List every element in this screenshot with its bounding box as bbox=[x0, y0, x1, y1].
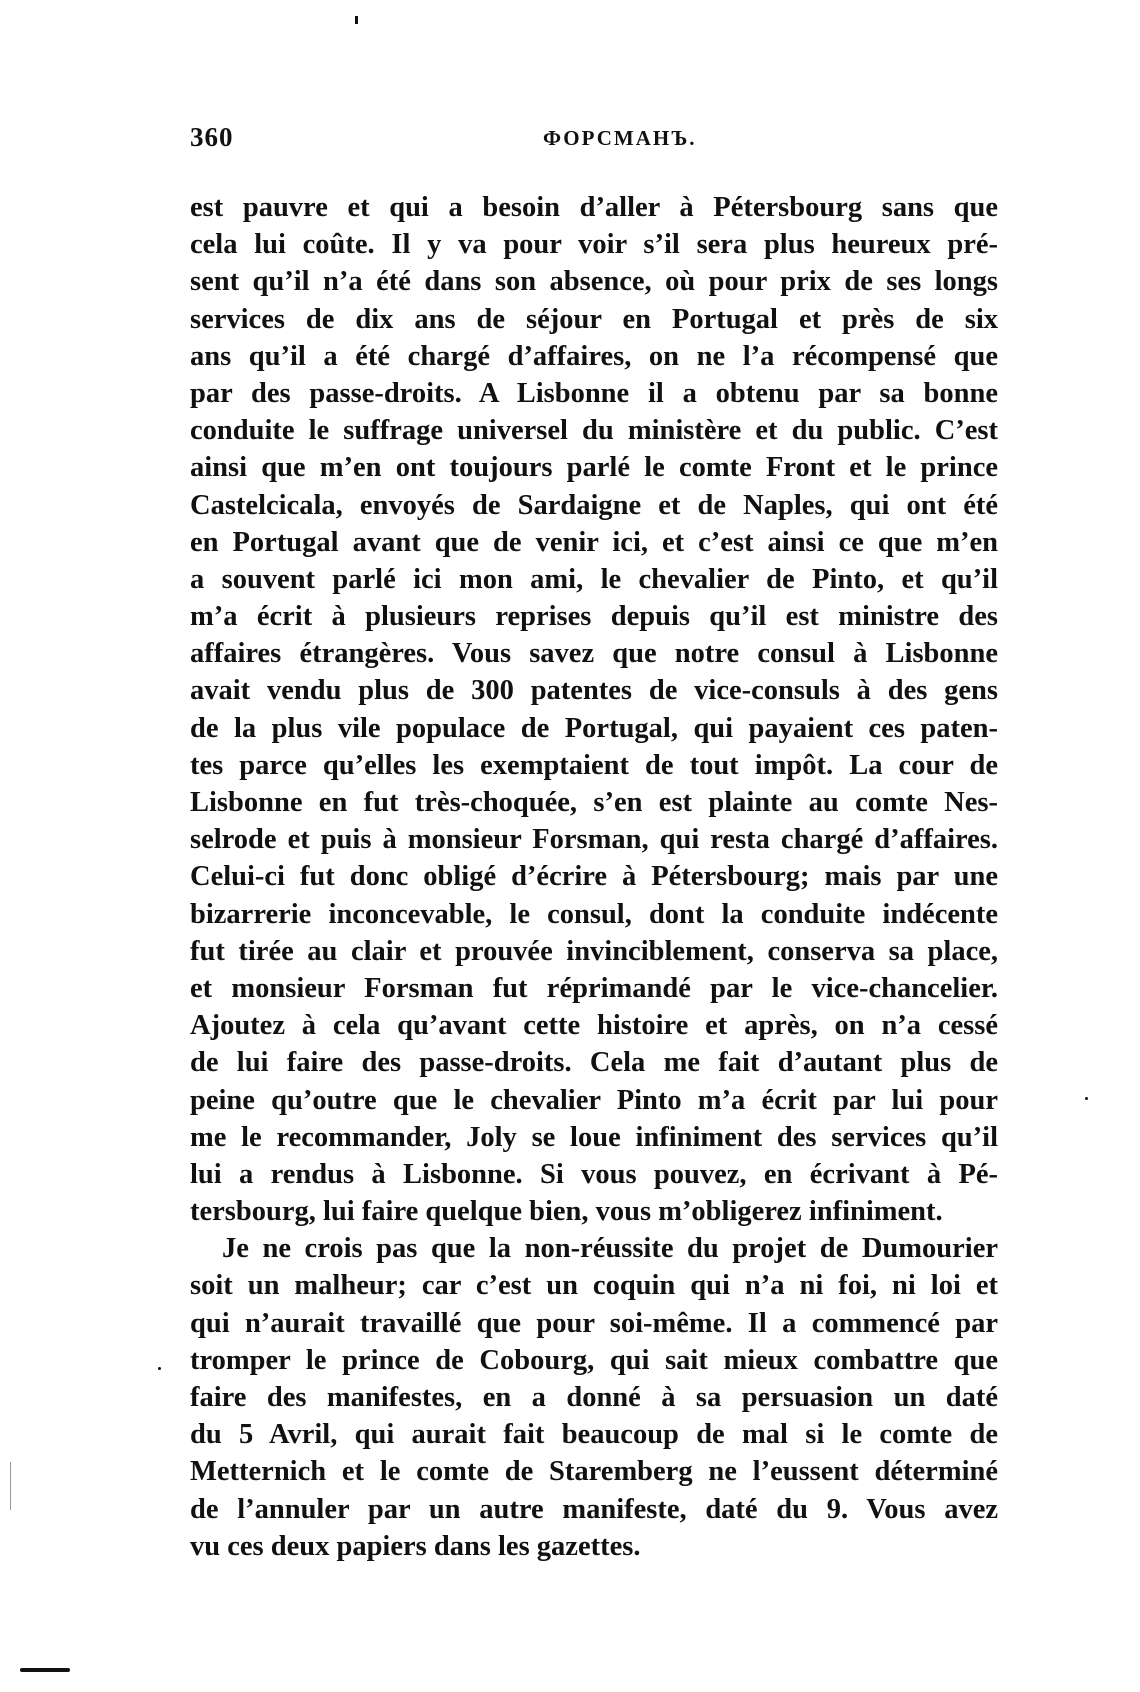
text-line: en Portugal avant que de venir ici, et c’est ainsi ce que m’en bbox=[190, 526, 998, 558]
text-line: Castelcicala, envoyés de Sardaigne et de Naples, qui ont été bbox=[190, 489, 998, 521]
text-line: soit un malheur; car c’est un coquin qui n’a ni foi, ni loi et bbox=[190, 1270, 998, 1302]
text-line: est pauvre et qui a besoin d’aller à Pétersbourg sans que bbox=[190, 192, 998, 223]
paragraph-end-line: tersbourg, lui faire quelque bien, vous m’obligerez infiniment. bbox=[190, 1196, 943, 1228]
text-line: fut tirée au clair et prouvée invinciblement, conserva sa place, bbox=[190, 935, 998, 967]
text-line: qui n’aurait travaillé que pour soi-même. Il a commencé par bbox=[190, 1307, 998, 1339]
margin-rule bbox=[10, 1462, 11, 1510]
text-line: bizarrerie inconcevable, le consul, dont la conduite indécente bbox=[190, 898, 998, 930]
text-line: par des passe-droits. A Lisbonne il a obtenu par sa bonne bbox=[190, 377, 998, 409]
page-number: 360 bbox=[190, 122, 234, 152]
text-line: a souvent parlé ici mon ami, le chevalier de Pinto, et qu’il bbox=[190, 563, 998, 595]
text-line: tes parce qu’elles les exemptaient de tout impôt. La cour de bbox=[190, 749, 998, 781]
scan-speck bbox=[355, 16, 358, 24]
text-line: de l’annuler par un autre manifeste, daté du 9. Vous avez bbox=[190, 1493, 998, 1525]
text-line: lui a rendus à Lisbonne. Si vous pouvez, en écrivant à Pé- bbox=[190, 1158, 998, 1190]
text-line: m’a écrit à plusieurs reprises depuis qu’il est ministre des bbox=[190, 601, 998, 633]
text-line: ainsi que m’en ont toujours parlé le comte Front et le prince bbox=[190, 452, 998, 484]
paragraph-end-line: vu ces deux papiers dans les gazettes. bbox=[190, 1530, 641, 1562]
text-line: du 5 Avril, qui aurait fait beaucoup de mal si le comte de bbox=[190, 1419, 998, 1451]
text-line: Ajoutez à cela qu’avant cette histoire et après, on n’a cessé bbox=[190, 1010, 998, 1042]
text-line: et monsieur Forsman fut réprimandé par le vice-chancelier. bbox=[190, 972, 998, 1004]
scan-speck bbox=[158, 1367, 161, 1370]
text-line: services de dix ans de séjour en Portugal et près de six bbox=[190, 303, 998, 335]
text-line: me le recommander, Joly se loue infiniment des services qu’il bbox=[190, 1121, 998, 1153]
text-line: Metternich et le comte de Staremberg ne l’eussent déterminé bbox=[190, 1456, 998, 1488]
text-line: cela lui coûte. Il y va pour voir s’il sera plus heureux pré- bbox=[190, 229, 998, 261]
body-text bbox=[190, 189, 998, 1565]
text-line: tromper le prince de Cobourg, qui sait mieux combattre que bbox=[190, 1344, 998, 1376]
running-head: ФОРСМАНЪ. bbox=[543, 126, 697, 150]
paragraph-start-line: Je ne crois pas que la non-réussite du projet de Dumourier bbox=[222, 1233, 998, 1265]
text-line: Lisbonne en fut très-choquée, s’en est plainte au comte Nes- bbox=[190, 787, 998, 818]
text-line: de lui faire des passe-droits. Cela me fait d’autant plus de bbox=[190, 1047, 998, 1079]
text-line: ans qu’il a été chargé d’affaires, on ne l’a récompensé que bbox=[190, 340, 998, 372]
scan-edge-mark bbox=[20, 1668, 70, 1672]
page-header bbox=[190, 122, 998, 162]
text-line: sent qu’il n’a été dans son absence, où pour prix de ses longs bbox=[190, 266, 998, 298]
text-line: conduite le suffrage universel du ministère et du public. C’est bbox=[190, 415, 998, 447]
text-line: avait vendu plus de 300 patentes de vice-consuls à des gens bbox=[190, 675, 998, 707]
scan-speck bbox=[1085, 1097, 1088, 1100]
text-line: Celui-ci fut donc obligé d’écrire à Pétersbourg; mais par une bbox=[190, 861, 998, 893]
text-line: faire des manifestes, en a donné à sa persuasion un daté bbox=[190, 1382, 998, 1413]
text-line: peine qu’outre que le chevalier Pinto m’a écrit par lui pour bbox=[190, 1084, 998, 1116]
text-line: selrode et puis à monsieur Forsman, qui resta chargé d’affaires. bbox=[190, 824, 998, 856]
text-line: de la plus vile populace de Portugal, qui payaient ces paten- bbox=[190, 712, 998, 744]
text-line: affaires étrangères. Vous savez que notre consul à Lisbonne bbox=[190, 638, 998, 670]
